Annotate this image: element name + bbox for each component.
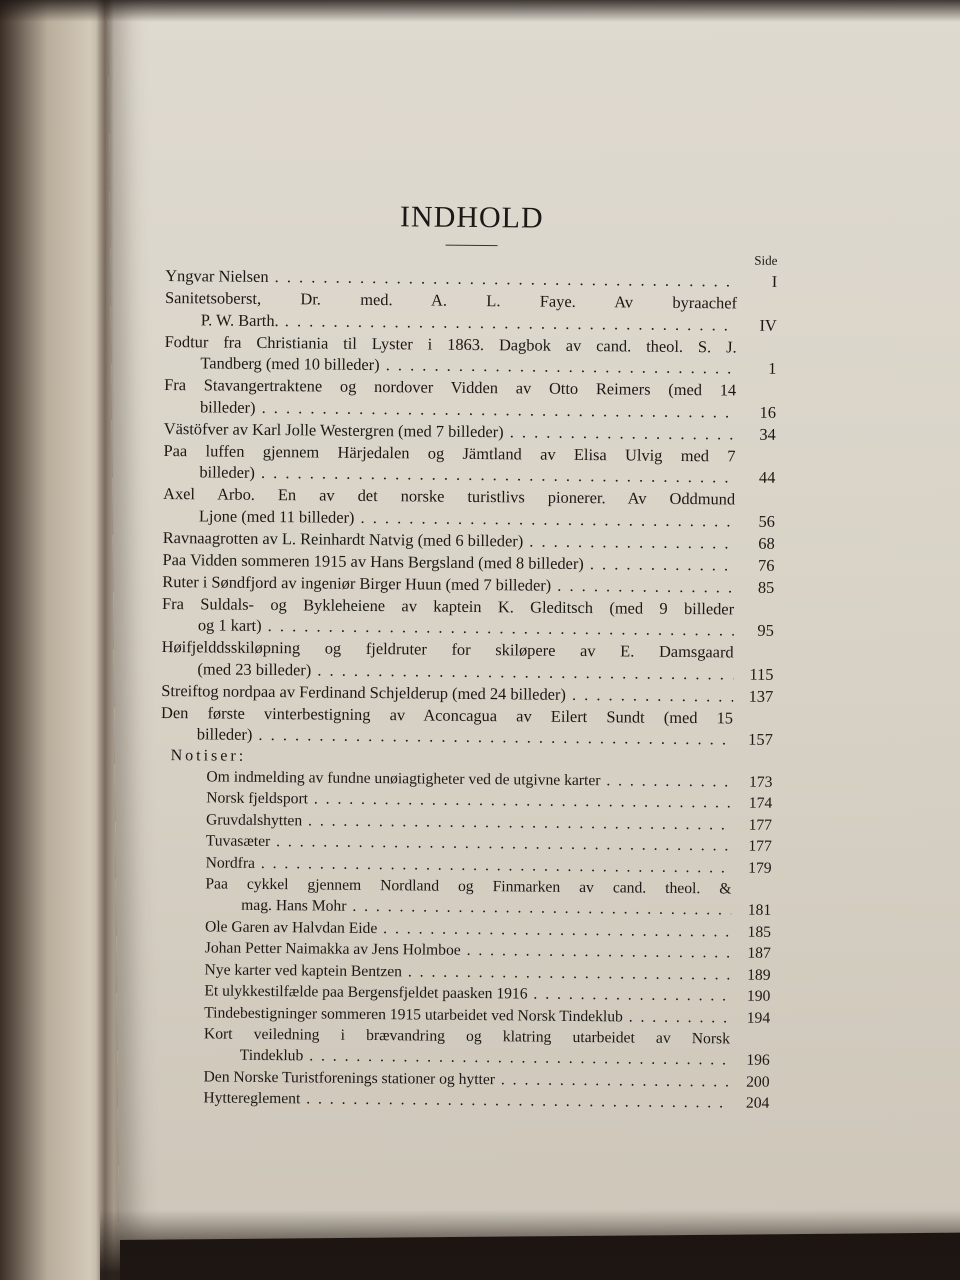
entry-title-line: Johan Petter Naimakka av Jens Holmboe . . . — [205, 937, 731, 963]
contents-entry — [164, 374, 776, 423]
contents-entry — [163, 483, 775, 532]
entry-page-number: 76 — [758, 555, 775, 575]
entry-page-number: 68 — [758, 533, 775, 553]
entry-title-line: Västöfver av Karl Jolle Westergren (med 7 billeder) . . . — [164, 417, 736, 444]
entry-title-continuation: billeder) . . . — [163, 461, 735, 488]
entry-title-line: Paa luffen gjennem Härjedalen og Jämtland av Elisa Ulvig med 7 — [163, 440, 736, 465]
entry-title — [205, 873, 731, 920]
entry-title — [204, 1023, 730, 1070]
entry-page-number: 194 — [746, 1009, 771, 1027]
entry-page-number: 44 — [758, 467, 776, 487]
entry-title — [161, 636, 733, 684]
entry-title-line: Kort veiledning i brævandring og klatring utarbeidet av Norsk — [203, 1025, 731, 1048]
page-title: INDHOLD — [399, 200, 544, 235]
note-entry — [204, 1023, 770, 1070]
entry-page-number: 177 — [748, 816, 773, 834]
entry-page-number: 204 — [745, 1094, 770, 1112]
bottom-shadow — [100, 1210, 960, 1280]
entry-title-line: Yngvar Nielsen . . . — [165, 265, 737, 292]
entry-title-continuation: P. W. Barth. . . . — [165, 308, 737, 335]
entry-page-number: 174 — [748, 794, 773, 812]
entry-title-line: Høifjelddsskiløpning og fjeldruter for skiløpere av E. Damsgaard — [161, 636, 734, 662]
entry-page-number: 189 — [747, 966, 771, 984]
entry-page-number: 200 — [746, 1073, 770, 1091]
entry-title — [165, 287, 737, 335]
entry-title-line: Gruvdalshytten . . . — [206, 809, 732, 835]
entry-page-number: 196 — [746, 1051, 770, 1069]
entry-title-line: Om indmelding av fundne unøiagtigheter ved de utgivne karter . . . — [206, 766, 732, 792]
contents-entry — [162, 592, 774, 641]
entry-title-line: Tuvasæter . . . — [206, 830, 732, 856]
entry-page-number: 185 — [747, 923, 772, 941]
entry-title — [162, 592, 734, 640]
contents-entry — [165, 287, 777, 336]
entry-title-line: Nordfra . . . — [206, 852, 732, 878]
top-shadow — [0, 0, 960, 22]
entry-title-line: Axel Arbo. En av det norske turistlivs pionerer. Av Oddmund — [163, 483, 736, 509]
entry-title — [163, 439, 735, 487]
entry-title-line: Sanitetsoberst, Dr. med. A. L. Faye. Av byraachef — [164, 287, 738, 313]
entry-title-line: Ravnaagrotten av L. Reinhardt Natvig (med 6 billeder) . . . — [163, 526, 735, 553]
entry-page-number: 1 — [768, 358, 777, 378]
contents-entry — [163, 439, 775, 488]
entry-title-line: Fra Stavangertraktene og nordover Vidden av Otto Reimers (med 14 — [164, 374, 737, 400]
entry-title — [163, 483, 735, 531]
entry-title-line: Fra Suldals- og Bykleheiene av kaptein K. Gleditsch (med 9 billeder — [162, 593, 735, 618]
entry-page-number: 115 — [749, 664, 774, 684]
entry-title-line: Paa Vidden sommeren 1915 av Hans Bergsland (med 8 billeder) . . . — [162, 548, 734, 575]
table-of-contents — [157, 198, 778, 1114]
notes-list — [157, 765, 772, 1113]
entry-page-number: I — [771, 271, 778, 291]
entry-title — [164, 374, 736, 422]
title-rule — [446, 245, 498, 246]
contents-entry — [161, 636, 773, 685]
entry-page-number: 157 — [748, 729, 773, 749]
entry-title-line: Et ulykkestilfælde paa Bergensfjeldet paasken 1916 . . . — [204, 980, 730, 1006]
entry-title-line: Norsk fjeldsport . . . — [206, 787, 732, 813]
entry-page-number: 179 — [748, 859, 772, 877]
entry-title-line: Ole Garen av Halvdan Eide . . . — [205, 916, 731, 942]
entry-page-number: 56 — [758, 511, 776, 531]
entry-page-number: 181 — [747, 901, 772, 919]
entry-title — [164, 330, 736, 378]
entry-title — [203, 1087, 729, 1113]
entry-title-line: Hyttereglement . . . — [203, 1087, 729, 1113]
entry-page-number: IV — [759, 315, 777, 335]
entry-title-continuation: Tindeklub . . . — [204, 1044, 730, 1070]
entry-title-continuation: billeder) . . . — [161, 723, 733, 750]
entry-title — [161, 701, 733, 749]
note-entry — [205, 873, 771, 920]
entry-title-line: Paa cykkel gjennem Nordland og Finmarken av cand. theol. & — [205, 875, 732, 898]
entry-page-number: 16 — [759, 402, 777, 422]
contents-list — [161, 265, 778, 750]
entry-title-continuation: mag. Hans Mohr . . . — [205, 894, 731, 920]
entry-title-continuation: (med 23 billeder) . . . — [161, 657, 733, 684]
page-column-label: Side — [754, 252, 778, 268]
entry-page-number: 85 — [757, 577, 775, 597]
entry-page-number: 34 — [759, 424, 776, 444]
entry-page-number: 187 — [747, 944, 771, 962]
contents-entry — [164, 330, 776, 379]
book-gutter — [96, 0, 114, 1280]
entry-page-number: 190 — [746, 987, 771, 1005]
entry-title-line: Den første vinterbestigning av Aconcagua av Eilert Sundt (med 15 — [160, 702, 734, 727]
entry-page-number: 137 — [748, 686, 774, 706]
entry-title-line: Den Norske Turistforenings stationer og hytter . . . — [203, 1066, 729, 1092]
entry-page-number: 95 — [757, 620, 774, 640]
entry-title-line: Nye karter ved kaptein Bentzen . . . — [204, 959, 730, 985]
entry-title-continuation: Tandberg (med 10 billeder) . . . — [164, 352, 736, 379]
entry-title-continuation: billeder) . . . — [164, 395, 736, 422]
entry-title-line: Streiftog nordpaa av Ferdinand Schjelderup (med 24 billeder) . . . — [161, 679, 733, 706]
entry-title-line: Tindebestigninger sommeren 1915 utarbeidet ved Norsk Tindeklub . . . — [204, 1002, 730, 1028]
notes-heading: Notiser: — [170, 746, 247, 765]
entry-page-number: 173 — [748, 773, 773, 791]
entry-title-continuation: og 1 kart) . . . — [162, 614, 734, 641]
entry-title-line: Ruter i Søndfjord av ingeniør Birger Huun (med 7 billeder) . . . — [162, 570, 734, 597]
contents-entry — [161, 701, 773, 750]
entry-title-line: Fodtur fra Christiania til Lyster i 1863. Dagbok av cand. theol. S. J. — [164, 331, 737, 356]
entry-page-number: 177 — [748, 837, 772, 855]
entry-title-continuation: Ljone (med 11 billeder) . . . — [163, 504, 735, 531]
